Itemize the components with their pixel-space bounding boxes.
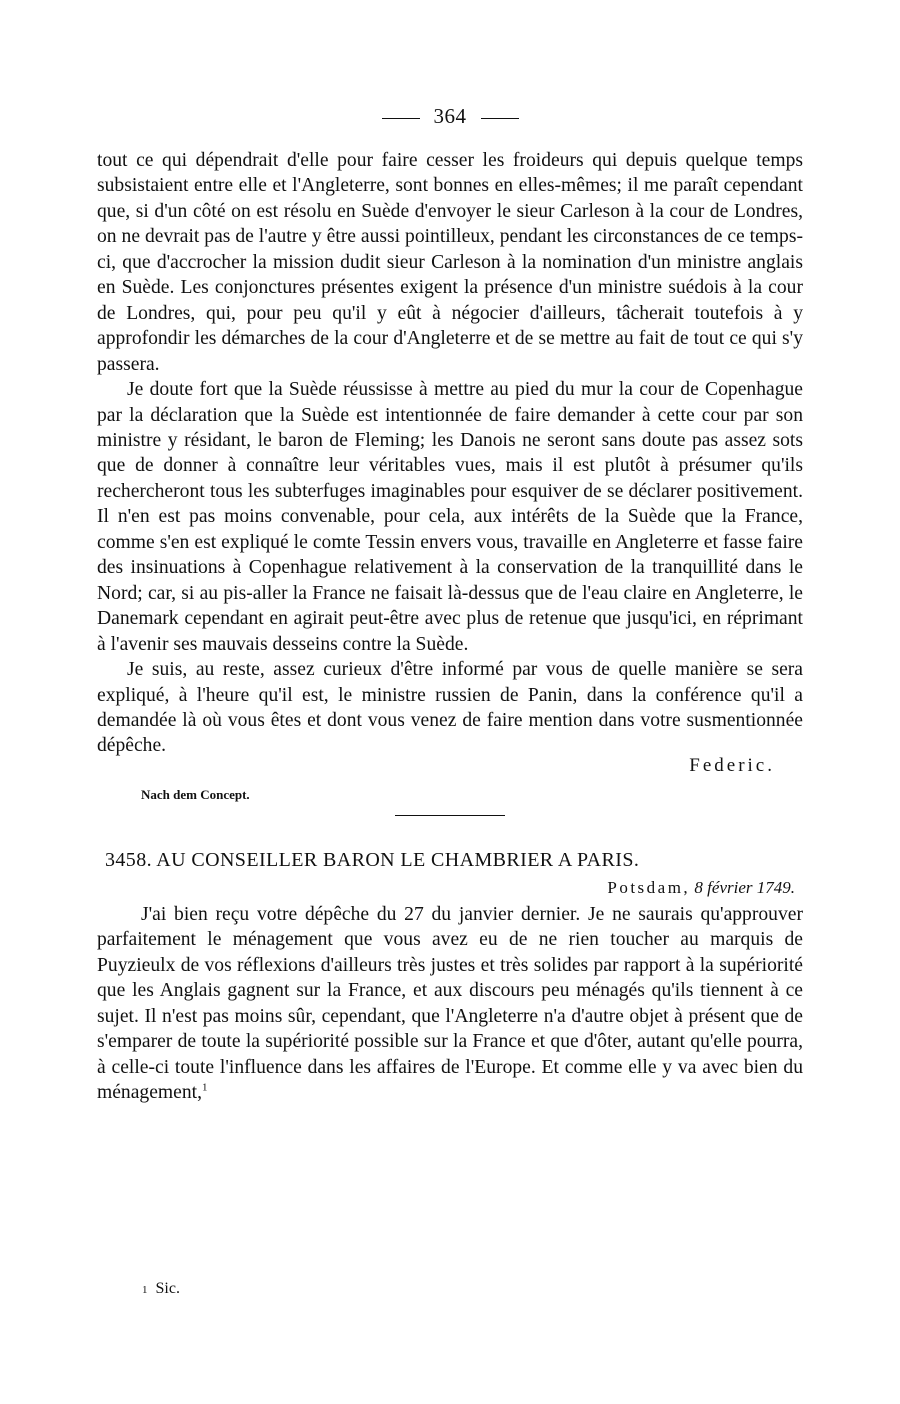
letter-body: [97, 902, 803, 1106]
letter-body-text: J'ai bien reçu votre dépêche du 27 du janvier dernier. Je ne saurais qu'approuver parfaitement le ménagement que vous avez eu de ne rien toucher au marquis de Puyzieulx de vos réflexions d'ailleurs très justes et très solides par rapport à la supériorité que les Anglais gagnent sur la France, et aux discours peu ménagés qu'ils tiennent à ce sujet. Il n'est pas moins sûr, cependant, que l'Angleterre n'a d'autre objet à présent que de s'emparer de toute la supériorité possible sur la France et que d'ôter, autant qu'elle pourra, à celle-ci toute l'influence dans les affaires de l'Europe. Et comme elle y va avec bien du ménagement,: [97, 903, 803, 1104]
section-divider: [395, 815, 505, 816]
paragraph: tout ce qui dépendrait d'elle pour faire cesser les froideurs qui depuis quelque temps subsistaient entre elle et l'Angleterre, sont bonnes en elles-mêmes; il me paraît cependant que, si d'un côté on est résolu en Suède d'envoyer le sieur Carleson à la cour de Londres, on ne devrait pas de l'autre y être aussi pointilleux, pendant les circonstances de ce temps-ci, que d'accrocher la mission dudit sieur Carleson à la nomination d'un ministre anglais en Suède. Les conjonctures présentes exigent la présence d'un ministre suédois à la cour de Londres, qui, pour peu qu'il y eût à négocier d'ailleurs, tâcherait toutefois à y approfondir les démarches de la cour d'Angleterre et de se mettre au fait de tout ce qui s'y passera.: [97, 150, 803, 375]
paragraph: Je doute fort que la Suède réussisse à mettre au pied du mur la cour de Copenhague par la déclaration que la Suède est intentionnée de faire demander à cette cour par son ministre y résidant, le baron de Fleming; les Danois ne seront sans doute pas assez sots que de donner à connaître leur véritables vues, mais il est plutôt à présumer qu'ils rechercheront tous les subterfuges imaginables pour esquiver de se déclarer positivement. Il n'en est pas moins convenable, pour cela, aux intérêts de la Suède que la France, comme s'en est expliqué le comte Tessin envers vous, travaille en Angleterre et fasse faire des insinuations à Copenhague relativement à la conservation de la tranquillité dans le Nord; car, si au pis-aller la France ne faisait là-dessus que de l'eau claire en Angleterre, le Danemark cependant en agirait peut-être avec plus de retenue que jusqu'ici, en réprimant à l'avenir ses mauvais desseins contre la Suède.: [97, 379, 803, 655]
footnote-marker: 1: [202, 1081, 208, 1094]
footnote-number: 1: [142, 1284, 148, 1296]
dateline-date: 8 février 1749.: [694, 877, 795, 897]
dash-right: [481, 118, 519, 119]
dateline: [97, 874, 803, 902]
footnote: [142, 1280, 180, 1298]
signature-row: [97, 754, 803, 787]
paragraph: Je suis, au reste, assez curieux d'être informé par vous de quelle manière se sera expliqué, à l'heure qu'il est, le ministre russien de Panin, dans la conférence qu'il a demandée là où vous êtes et dont vous venez de faire mention dans votre susmentionnée dépêche.: [97, 659, 803, 757]
footnote-text: Sic.: [155, 1280, 180, 1297]
document-page: [97, 96, 803, 1106]
page-number: 364: [433, 104, 467, 128]
paragraph: [97, 902, 803, 1106]
dash-left: [382, 118, 420, 119]
signature: Federic.: [689, 754, 775, 776]
dateline-place: Potsdam,: [607, 877, 691, 897]
concept-note-row: [97, 787, 803, 807]
letter-heading: 3458. AU CONSEILLER BARON LE CHAMBRIER A PARIS.: [105, 848, 640, 871]
letter-continuation: [97, 148, 803, 759]
concept-note: Nach dem Concept.: [141, 786, 250, 802]
page-number-line: [97, 96, 803, 148]
